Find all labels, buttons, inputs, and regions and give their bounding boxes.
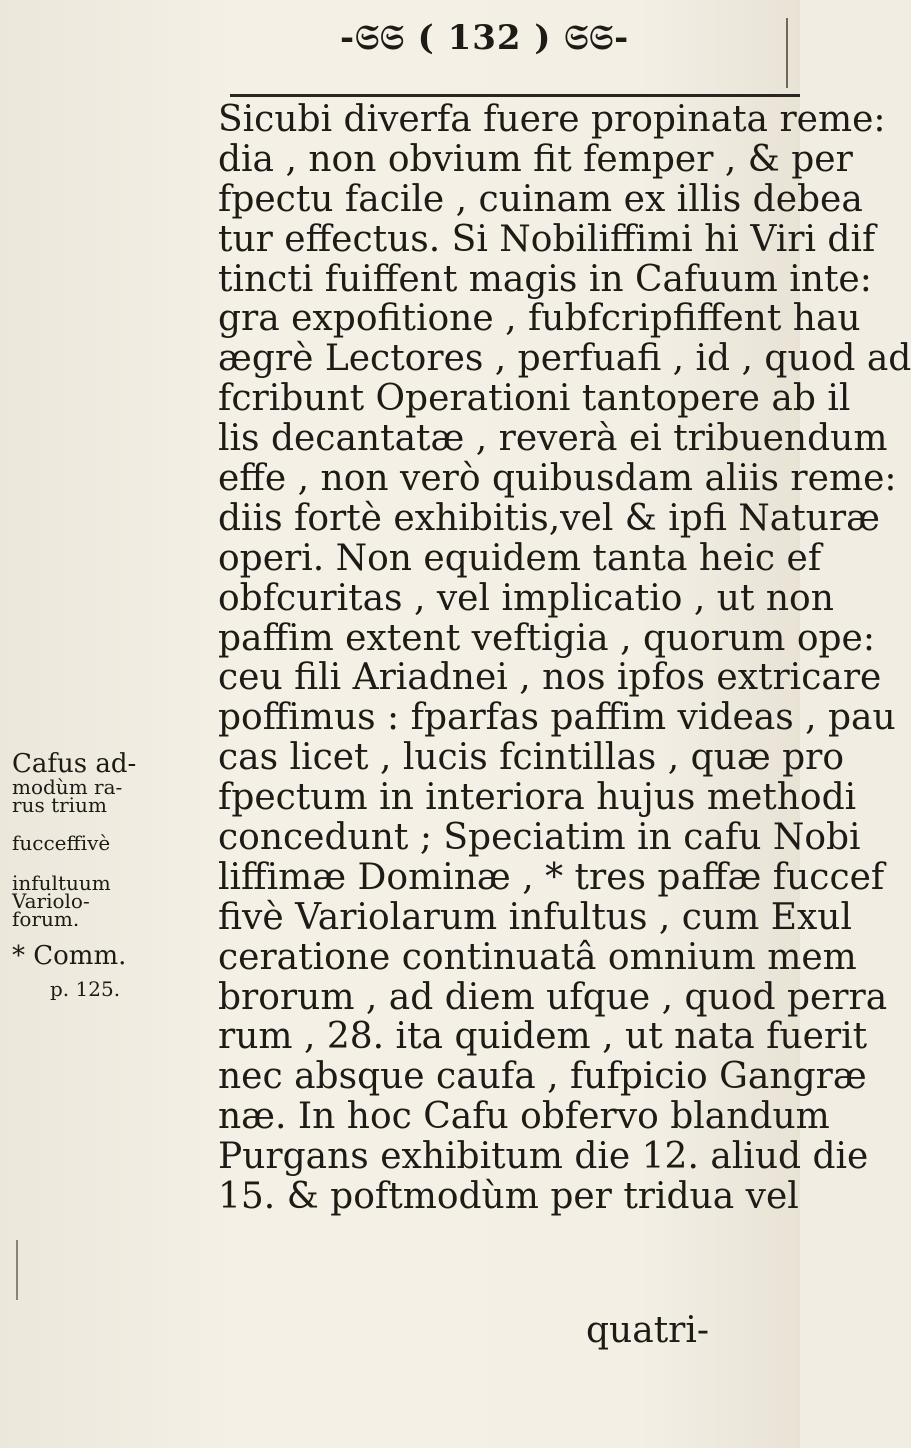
running-head: -𝔖𝔖 ( 132 ) 𝔖𝔖-: [340, 18, 630, 58]
text-line: ceu fili Ariadnei , nos ipfos extricare: [218, 657, 882, 699]
text-line: fivè Variolarum infultus , cum Exul: [218, 896, 852, 938]
margin-note: Cafus ad-: [12, 749, 137, 779]
margin-note: infultuum: [12, 871, 111, 895]
margin-note: modùm ra-: [12, 775, 123, 799]
text-line: brorum , ad diem ufque , quod perra: [218, 976, 888, 1018]
text-line: tincti fuiffent magis in Cafuum inte:: [218, 258, 872, 300]
text-line: fcribunt Operationi tantopere ab il: [218, 378, 851, 420]
text-line: cas licet , lucis fcintillas , quæ pro: [218, 737, 845, 779]
text-line: concedunt ; Speciatim in cafu Nobi: [218, 817, 861, 859]
text-line: Sicubi diverfa fuere propinata reme:: [218, 99, 886, 140]
catchword: quatri-: [586, 1310, 710, 1351]
margin-note: p. 125.: [50, 977, 121, 1001]
text-line: obfcuritas , vel implicatio , ut non: [218, 577, 834, 619]
margin-note: forum.: [12, 907, 80, 931]
text-line: gra expofitione , fubfcripfiffent hau: [218, 298, 861, 340]
text-line: liffimæ Dominæ , * tres paffæ fuccef: [218, 856, 885, 898]
page-edge-shadow: [786, 18, 788, 88]
text-line: fpectu facile , cuinam ex illis debea: [218, 178, 863, 220]
margin-note: Variolo-: [12, 889, 90, 913]
margin-note: fucceffivè: [12, 831, 111, 855]
text-line: rum , 28. ita quidem , ut nata fuerit: [218, 1016, 868, 1058]
margin-notes: [12, 749, 212, 1001]
text-line: næ. In hoc Cafu obfervo blandum: [218, 1096, 830, 1138]
text-line: paffim extent veftigia , quorum ope:: [218, 617, 875, 659]
text-line: dia , non obvium fit femper , & per: [218, 138, 853, 180]
text-line: fpectum in interiora hujus methodi: [218, 777, 857, 819]
text-line: effe , non verò quibusdam aliis reme:: [218, 458, 897, 500]
text-line: Purgans exhibitum die 12. aliud die: [218, 1136, 869, 1178]
text-line: operi. Non equidem tanta heic ef: [218, 537, 822, 579]
margin-mark: [16, 1240, 18, 1300]
margin-note: rus trium: [12, 793, 107, 817]
main-text: [218, 99, 911, 1218]
text-line: lis decantatæ , reverà ei tribuendum: [218, 418, 888, 460]
margin-note: * Comm.: [12, 941, 127, 971]
text-line: diis fortè exhibitis,vel & ipfi Naturæ: [218, 497, 880, 539]
text-line: poffimus : fparfas paffim videas , pau: [218, 697, 896, 739]
text-line: ceratione continuatâ omnium mem: [218, 936, 857, 978]
text-line: 15. & poftmodùm per tridua vel: [218, 1176, 799, 1218]
header-rule: [230, 94, 800, 97]
text-line: ægrè Lectores , perfuafi , id , quod ad: [218, 338, 911, 380]
text-line: nec absque caufa , fufpicio Gangræ: [218, 1056, 867, 1098]
text-line: tur effectus. Si Nobiliffimi hi Viri dif: [218, 218, 876, 260]
